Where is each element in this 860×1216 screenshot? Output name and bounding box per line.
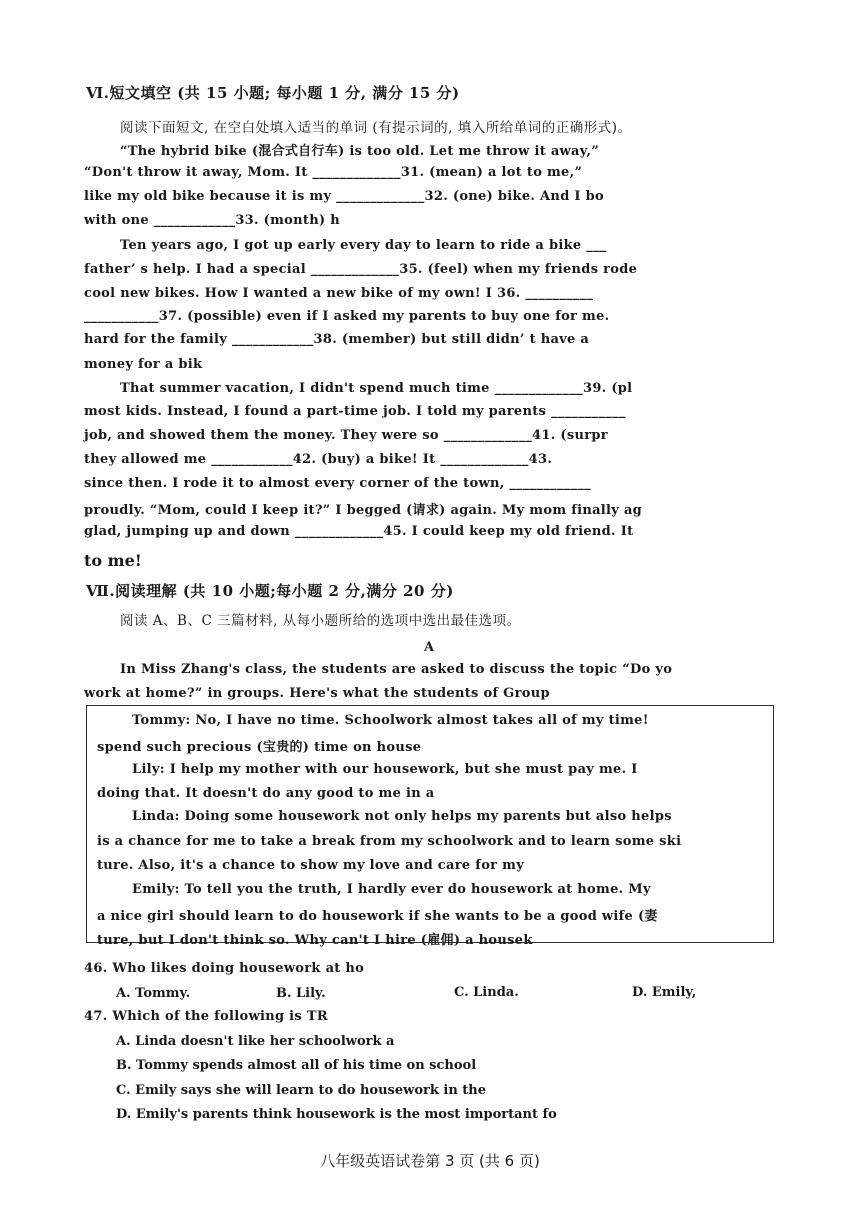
passage-line: “The hybrid bike (混合式自行车) is too old. Let me throw it away,” bbox=[120, 144, 599, 159]
passage-line: like my old bike because it is my _____________32. (one) bike. And I bo bbox=[84, 189, 604, 204]
passage-line: cool new bikes. How I wanted a new bike of my own! I 36. __________ bbox=[84, 286, 594, 301]
passage-line: job, and showed them the money. They were so _____________41. (surpr bbox=[84, 428, 608, 443]
passage-line: money for a bik bbox=[84, 357, 203, 372]
passage-a-intro: work at home?” in groups. Here's what the students of Group bbox=[84, 686, 550, 701]
question-46-stem: 46. Who likes doing housework at ho bbox=[84, 961, 365, 976]
passage-line: proudly. “Mom, could I keep it?” I begged (请求) again. My mom finally ag bbox=[84, 503, 643, 518]
passage-line: “Don't throw it away, Mom. It _____________31. (mean) a lot to me,” bbox=[84, 165, 583, 180]
passage-line: That summer vacation, I didn't spend much time _____________39. (pl bbox=[120, 381, 633, 396]
passage-line: most kids. Instead, I found a part-time job. I told my parents ___________ bbox=[84, 404, 626, 419]
passage-a-label: A bbox=[424, 640, 435, 655]
passage-line: they allowed me ____________42. (buy) a bike! It _____________43. bbox=[84, 452, 553, 467]
section-7-instruction: 阅读 A、B、C 三篇材料, 从每小题所给的选项中选出最佳选项。 bbox=[120, 613, 521, 629]
box-line: Emily: To tell you the truth, I hardly ever do housework at home. My bbox=[132, 882, 651, 897]
passage-line: glad, jumping up and down _____________45. I could keep my old friend. It bbox=[84, 524, 634, 539]
question-46-option-d: D. Emily, bbox=[632, 985, 697, 1000]
question-47-option-c: C. Emily says she will learn to do housework in the bbox=[116, 1083, 487, 1098]
passage-line: Ten years ago, I got up early every day to learn to ride a bike ___ bbox=[120, 238, 607, 253]
question-47-stem: 47. Which of the following is TR bbox=[84, 1009, 328, 1024]
box-line: ture. Also, it's a chance to show my love and care for my bbox=[97, 858, 525, 873]
passage-ending: to me! bbox=[84, 551, 142, 570]
question-47-option-a: A. Linda doesn't like her schoolwork a bbox=[116, 1034, 395, 1049]
question-46-option-c: C. Linda. bbox=[454, 985, 519, 1000]
box-line: doing that. It doesn't do any good to me in a bbox=[97, 786, 435, 801]
section-7-heading: Ⅶ.阅读理解 (共 10 小题;每小题 2 分,满分 20 分) bbox=[86, 582, 454, 600]
box-line: ture, but I don't think so. Why can't I hire (雇佣) a housek bbox=[97, 933, 533, 948]
box-line: is a chance for me to take a break from my schoolwork and to learn some ski bbox=[97, 834, 682, 849]
box-line: spend such precious (宝贵的) time on house bbox=[97, 740, 422, 755]
passage-a-intro: In Miss Zhang's class, the students are asked to discuss the topic “Do yo bbox=[120, 662, 673, 677]
question-46-option-a: A. Tommy. bbox=[116, 986, 191, 1001]
passage-line: since then. I rode it to almost every corner of the town, ____________ bbox=[84, 476, 591, 491]
question-46-option-b: B. Lily. bbox=[276, 986, 326, 1001]
question-47-option-b: B. Tommy spends almost all of his time on school bbox=[116, 1058, 477, 1073]
box-line: Lily: I help my mother with our housework, but she must pay me. I bbox=[132, 762, 638, 777]
question-47-option-d: D. Emily's parents think housework is the most important fo bbox=[116, 1107, 557, 1122]
passage-line: hard for the family ____________38. (member) but still didn’ t have a bbox=[84, 332, 590, 347]
page-footer: 八年级英语试卷第 3 页 (共 6 页) bbox=[320, 1152, 540, 1170]
box-line: Linda: Doing some housework not only helps my parents but also helps bbox=[132, 809, 672, 824]
box-line: a nice girl should learn to do housework if she wants to be a good wife (妻 bbox=[97, 909, 658, 924]
box-line: Tommy: No, I have no time. Schoolwork almost takes all of my time! bbox=[132, 713, 649, 728]
passage-line: father’ s help. I had a special _____________35. (feel) when my friends rode bbox=[84, 262, 638, 277]
passage-line: with one ____________33. (month) h bbox=[84, 213, 340, 228]
passage-line: ___________37. (possible) even if I asked my parents to buy one for me. bbox=[84, 309, 610, 324]
section-6-heading: Ⅵ.短文填空 (共 15 小题; 每小题 1 分, 满分 15 分) bbox=[86, 84, 460, 102]
section-6-instruction: 阅读下面短文, 在空白处填入适当的单词 (有提示词的, 填入所给单词的正确形式)。 bbox=[120, 120, 632, 136]
